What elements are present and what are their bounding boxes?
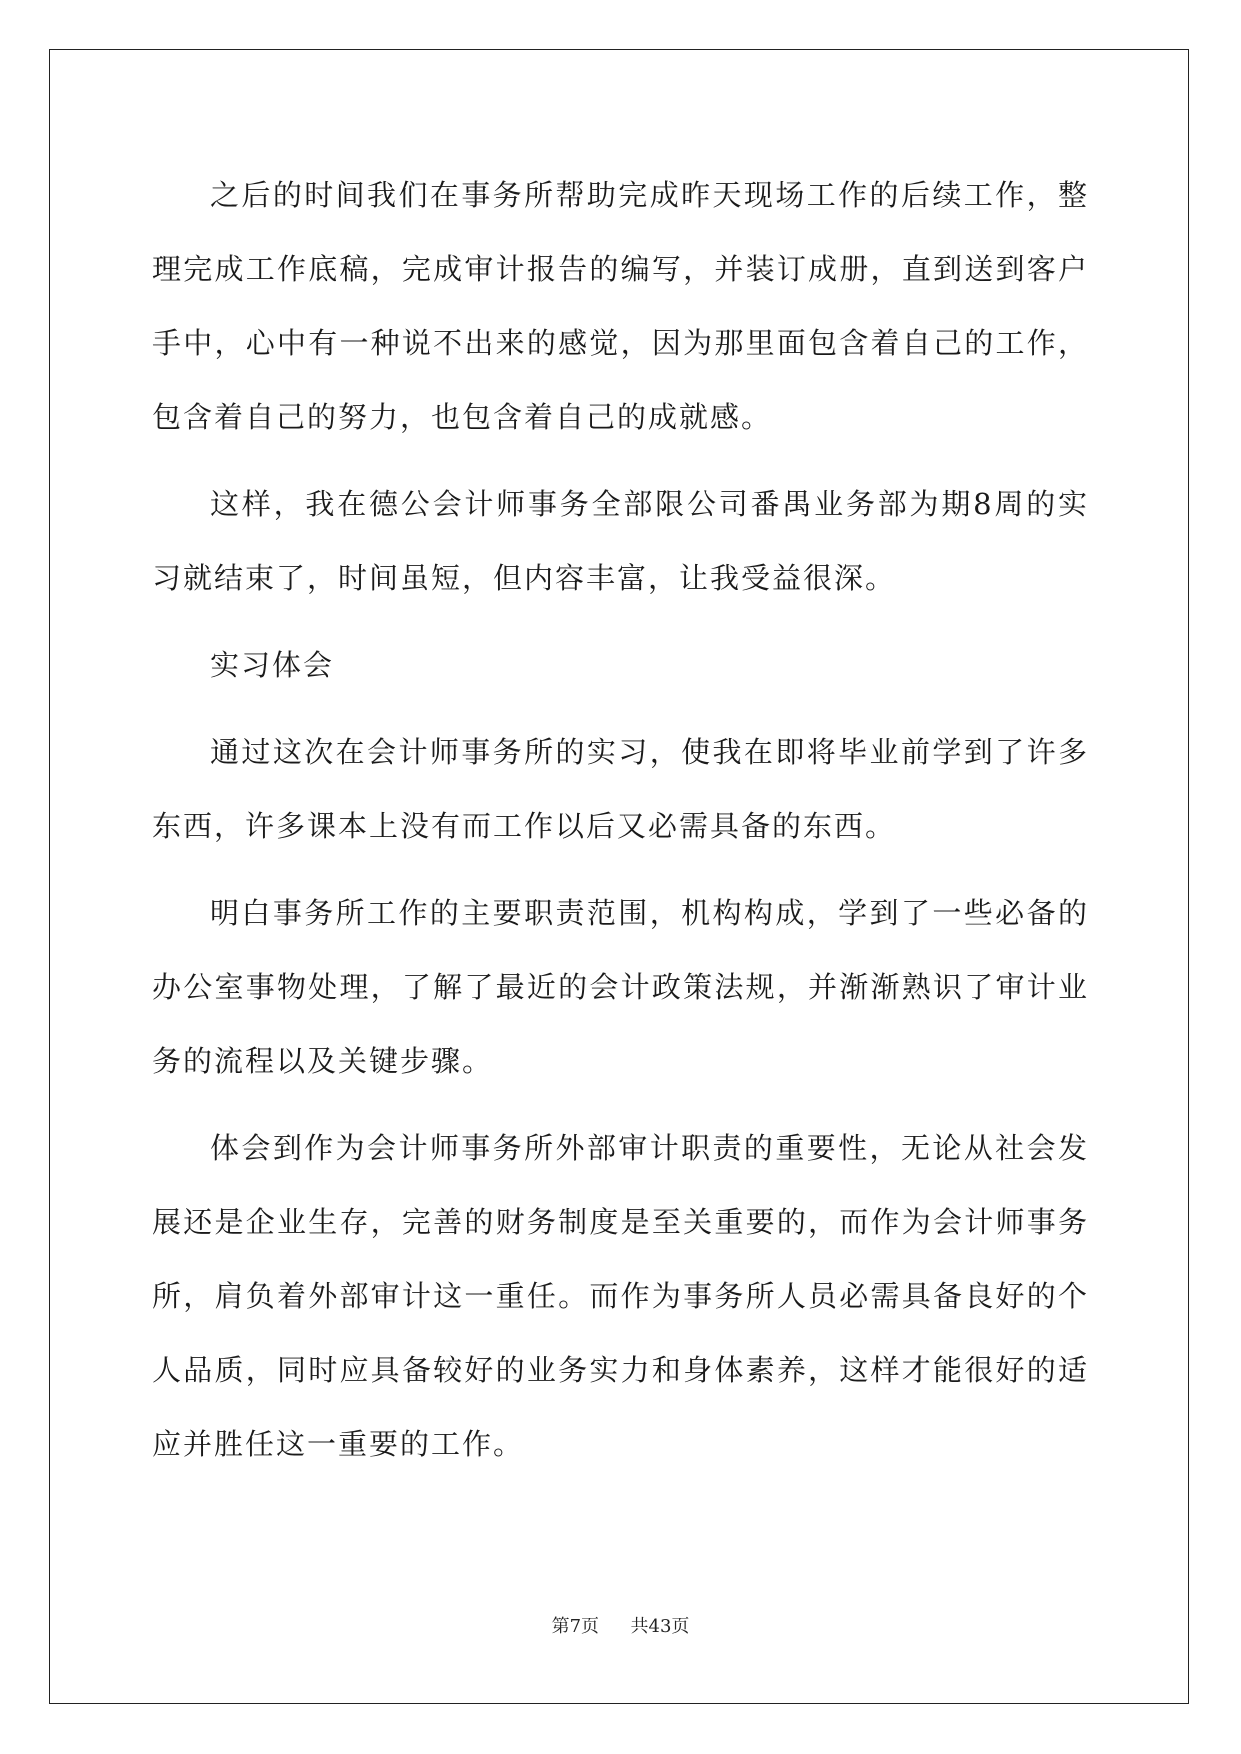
paragraph: 之后的时间我们在事务所帮助完成昨天现场工作的后续工作，整理完成工作底稿，完成审计报告的编写，并装订成册，直到送到客户手中，心中有一种说不出来的感觉，因为那里面包含着自己的工作，包含着自己的努力，也包含着自己的成就感。 bbox=[152, 178, 1089, 434]
page-total: 共43页 bbox=[630, 1616, 690, 1637]
paragraph: 通过这次在会计师事务所的实习，使我在即将毕业前学到了许多东西，许多课本上没有而工作以后又必需具备的东西。 bbox=[152, 735, 1089, 843]
page-number: 第7页 bbox=[551, 1616, 600, 1637]
page-footer bbox=[0, 1612, 1241, 1638]
paragraph: 明白事务所工作的主要职责范围，机构构成，学到了一些必备的办公室事物处理，了解了最近的会计政策法规，并渐渐熟识了审计业务的流程以及关键步骤。 bbox=[152, 896, 1089, 1078]
section-heading: 实习体会 bbox=[210, 648, 335, 682]
document-body bbox=[152, 158, 1089, 1481]
paragraph: 体会到作为会计师事务所外部审计职责的重要性，无论从社会发展还是企业生存，完善的财务制度是至关重要的，而作为会计师事务所，肩负着外部审计这一重任。而作为事务所人员必需具备良好的个人品质，同时应具备较好的业务实力和身体素养，这样才能很好的适应并胜任这一重要的工作。 bbox=[152, 1131, 1089, 1461]
paragraph: 这样，我在德公会计师事务全部限公司番禺业务部为期8周的实习就结束了，时间虽短，但内容丰富，让我受益很深。 bbox=[152, 487, 1089, 595]
